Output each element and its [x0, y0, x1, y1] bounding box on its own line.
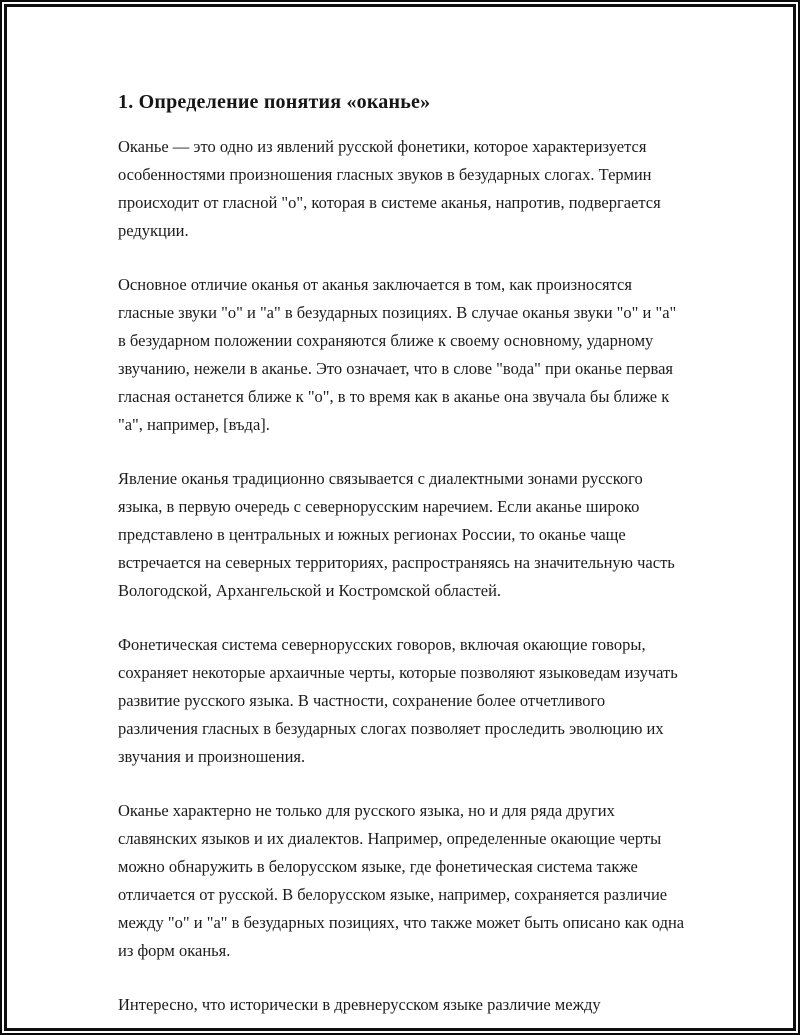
paragraph-dialect-zones: Явление оканья традиционно связывается с диалектными зонами русского языка, в первую очередь с севернорусским наречием. Если аканье широко представлено в центральных и южных регионах России, то оканье чаще встречается на северных территориях, распространяясь на значительную часть Вологодской, Архангельской и Костромской областей.: [118, 469, 675, 600]
paragraph-historical-truncated: Интересно, что исторически в древнерусском языке различие между: [118, 995, 601, 1014]
paragraph-phonetic-system: Фонетическая система севернорусских говоров, включая окающие говоры, сохраняет некоторые архаичные черты, которые позволяют языковедам изучать развитие русского языка. В частности, сохранение более отчетливого различения гласных в безударных слогах позволяет проследить эволюцию их звучания и произношения.: [118, 635, 678, 766]
paragraph-definition: Оканье — это одно из явлений русской фонетики, которое характеризуется особенностями произношения гласных звуков в безударных слогах. Термин происходит от гласной "о", которая в системе аканья, напротив, подвергается редукции.: [118, 137, 661, 240]
page-frame-inner: [4, 4, 796, 1031]
page-title: 1. Определение понятия «оканье»: [118, 91, 431, 113]
paragraph-okanye-vs-akanye: Основное отличие оканья от аканья заключается в том, как произносятся гласные звуки "о" и "а" в безударных позициях. В случае оканья звуки "о" и "а" в безударном положении сохраняются ближе к своему основному, ударному звучанию, нежели в аканье. Это означает, что в слове "вода" при оканье первая гласная останется ближе к "о", в то время как в аканье она звучала бы ближе к "а", например, [въда].: [118, 275, 677, 434]
paragraph-slavic-languages: Оканье характерно не только для русского языка, но и для ряда других славянских языков и их диалектов. Например, определенные окающие черты можно обнаружить в белорусском языке, где фонетическая система также отличается от русской. В белорусском языке, например, сохраняется различие между "о" и "а" в безударных позициях, что также может быть описано как одна из форм оканья.: [118, 801, 685, 960]
document-body: [7, 7, 793, 1019]
